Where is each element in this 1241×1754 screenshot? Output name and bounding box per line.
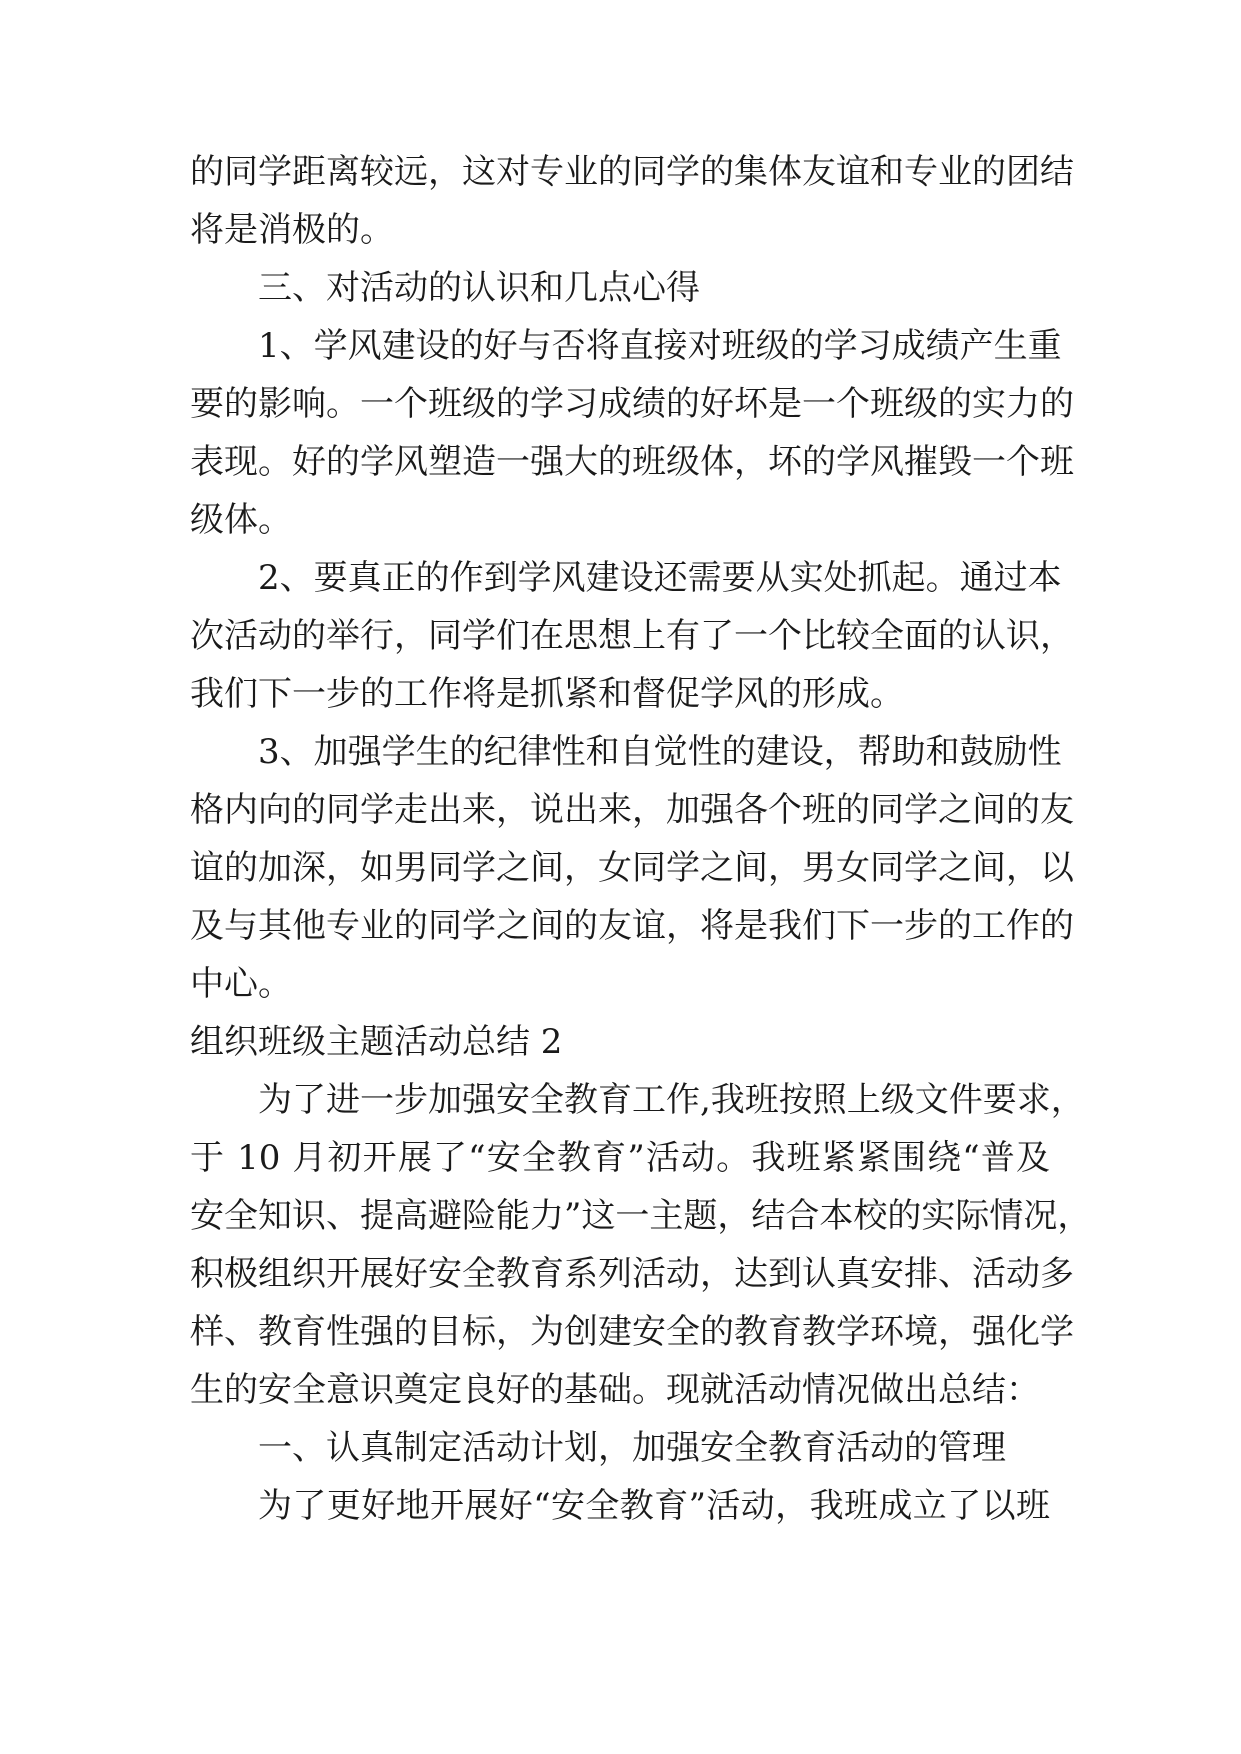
body-text-line: 生的安全意识奠定良好的基础。现就活动情况做出总结： bbox=[190, 1370, 1040, 1410]
body-text-line: 将是消极的。 bbox=[190, 210, 394, 250]
body-text-line: 3、加强学生的纪律性和自觉性的建设，帮助和鼓励性 bbox=[258, 732, 1062, 772]
section-heading: 三、对活动的认识和几点心得 bbox=[258, 268, 700, 308]
section-heading: 一、认真制定活动计划，加强安全教育活动的管理 bbox=[258, 1428, 1006, 1468]
body-text-line: 我们下一步的工作将是抓紧和督促学风的形成。 bbox=[190, 674, 904, 714]
body-text-line: 表现。好的学风塑造一强大的班级体，坏的学风摧毁一个班 bbox=[190, 442, 1074, 482]
body-text-line: 于 10 月初开展了“安全教育”活动。我班紧紧围绕“普及 bbox=[190, 1138, 1050, 1178]
body-text-line: 级体。 bbox=[190, 500, 292, 540]
body-text-line: 谊的加深，如男同学之间，女同学之间，男女同学之间，以 bbox=[190, 848, 1074, 888]
body-text-line: 的同学距离较远，这对专业的同学的集体友谊和专业的团结 bbox=[190, 152, 1074, 192]
body-text-line: 格内向的同学走出来，说出来，加强各个班的同学之间的友 bbox=[190, 790, 1074, 830]
body-text-line: 样、教育性强的目标，为创建安全的教育教学环境，强化学 bbox=[190, 1312, 1074, 1352]
body-text-line: 为了进一步加强安全教育工作,我班按照上级文件要求， bbox=[258, 1080, 1085, 1120]
body-text-line: 2、要真正的作到学风建设还需要从实处抓起。通过本 bbox=[258, 558, 1062, 598]
document-title: 组织班级主题活动总结 2 bbox=[190, 1022, 563, 1062]
body-text-line: 为了更好地开展好“安全教育”活动，我班成立了以班 bbox=[258, 1486, 1050, 1526]
body-text-line: 1、学风建设的好与否将直接对班级的学习成绩产生重 bbox=[258, 326, 1062, 366]
body-text-line: 要的影响。一个班级的学习成绩的好坏是一个班级的实力的 bbox=[190, 384, 1074, 424]
body-text-line: 安全知识、提高避险能力”这一主题，结合本校的实际情况， bbox=[190, 1196, 1092, 1236]
body-text-line: 积极组织开展好安全教育系列活动，达到认真安排、活动多 bbox=[190, 1254, 1074, 1294]
body-text-line: 次活动的举行，同学们在思想上有了一个比较全面的认识， bbox=[190, 616, 1074, 656]
body-text-line: 及与其他专业的同学之间的友谊，将是我们下一步的工作的 bbox=[190, 906, 1074, 946]
body-text-line: 中心。 bbox=[190, 964, 292, 1004]
